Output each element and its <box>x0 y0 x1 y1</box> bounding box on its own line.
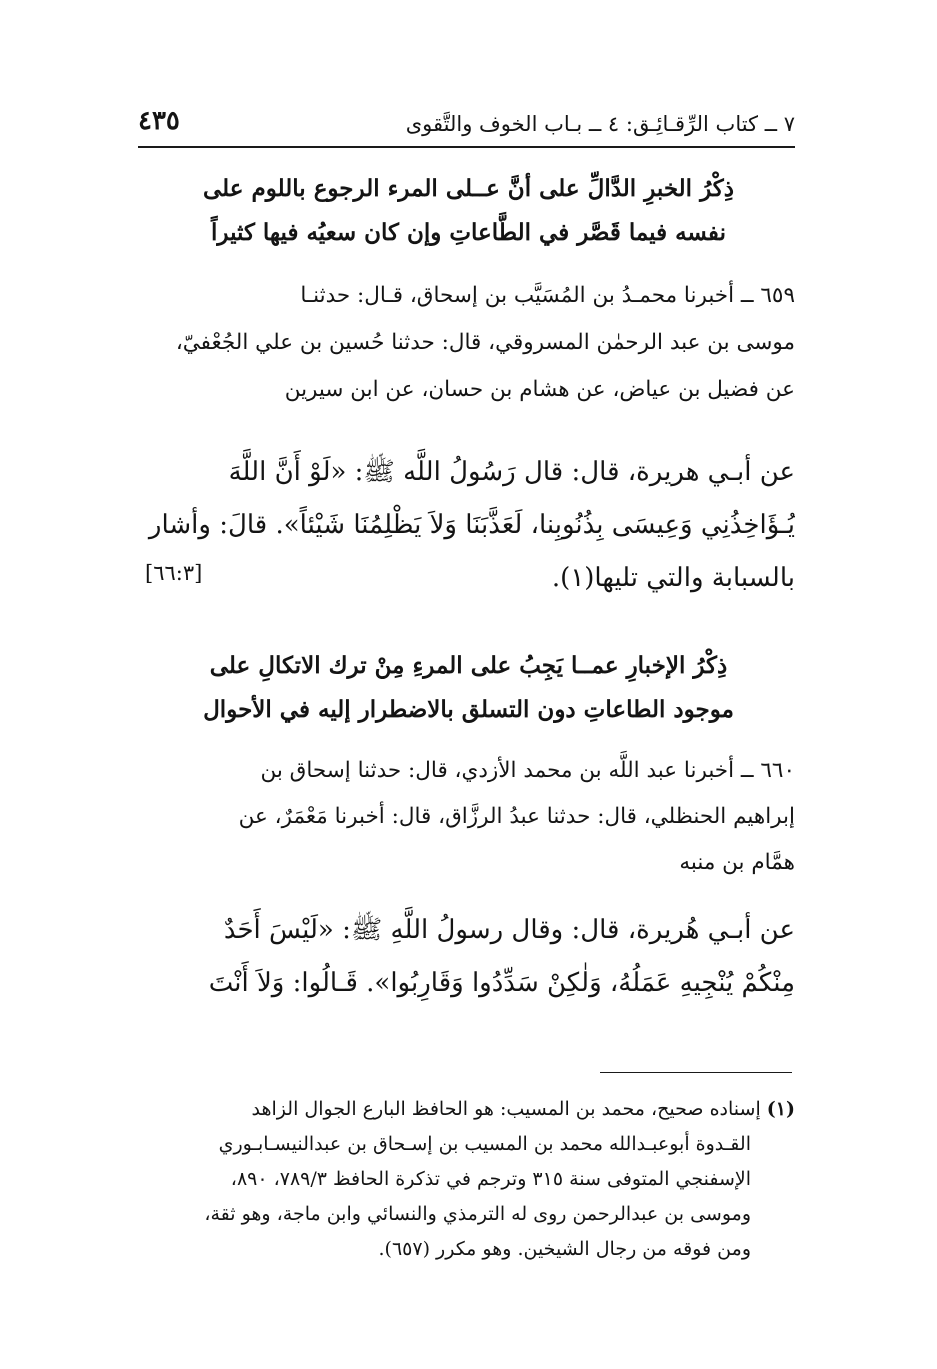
page-number: ٤٣٥ <box>138 106 180 136</box>
hadith-text-659 <box>138 446 795 605</box>
heading-line: ذِكْرُ الخبرِ الدَّالِّ على أنَّ عــلى المرء الرجوع باللوم على <box>203 175 734 202</box>
volume-reference: [٦٦:٣] <box>145 561 203 585</box>
isnad-line: ٦٥٩ ــ أخبرنا محمـدُ بن المُسَيَّب بن إسحاق، قـال: حدثنـا <box>300 283 795 308</box>
isnad-line: ٦٦٠ ــ أخبرنا عبد اللَّه بن محمد الأزدي، قال: حدثنا إسحاق بن <box>260 758 795 783</box>
hadith-line: مِنْكُمْ يُنْجِيهِ عَمَلُهُ، وَلٰكِنْ سَدِّدُوا وَقَارِبُوا». قَـالُوا: وَلاَ أَنْتَ <box>208 968 795 998</box>
hadith-line: بالسبابة والتي تليها(١). <box>551 563 795 593</box>
footnote-line <box>138 1092 795 1127</box>
hadith-line: عن أبـي هُريرة، قال: وقال رسولُ اللَّهِ ﷺ: «لَيْسَ أَحَدٌ <box>223 915 795 945</box>
isnad-660 <box>138 748 795 886</box>
isnad-line: إبراهيم الحنظلي، قال: حدثنا عبدُ الرزَّاق، قال: أخبرنا مَعْمَرٌ، عن <box>238 804 795 829</box>
footnotes <box>138 1092 795 1267</box>
section-heading-1 <box>150 167 787 255</box>
heading-line: نفسه فيما قَصَّر في الطَّاعاتِ وإن كان سعيُه فيها كثيراً <box>211 219 726 246</box>
heading-line: ذِكْرُ الإخبارِ عمــا يَجِبُ على المرءِ مِنْ ترك الاتكالِ على <box>209 652 728 679</box>
hadith-text-660 <box>138 904 795 1010</box>
isnad-659 <box>138 272 795 413</box>
heading-line: موجود الطاعاتِ دون التسلق بالاضطرار إليه في الأحوال <box>203 696 734 723</box>
chapter-title: ٧ ــ كتاب الرِّقـائِـق: ٤ ــ بـاب الخوف والتَّقوى <box>405 112 795 136</box>
isnad-line: عن فضيل بن عياض، عن هشام بن حسان، عن ابن سيرين <box>284 377 795 402</box>
footnote-marker: (١) <box>766 1098 795 1120</box>
isnad-line: موسى بن عبد الرحمٰن المسروقي، قال: حدثنا حُسين بن علي الجُعْفيّ، <box>175 330 795 355</box>
running-header <box>138 96 795 136</box>
isnad-line: همَّام بن منبه <box>679 850 795 875</box>
hadith-line: عن أبـي هريرة، قال: قال رَسُولُ اللَّه ﷺ: «لَوْ أَنَّ اللَّهَ <box>228 457 795 487</box>
header-divider <box>138 146 795 148</box>
footnote-text: إسناده صحيح، محمد بن المسيب: هو الحافظ البارع الجوال الزاهد <box>251 1098 761 1120</box>
footnote-line: وموسى بن عبدالرحمن روى له الترمذي والنسائي وابن ماجة، وهو ثقة، <box>204 1203 751 1225</box>
footnote-line: ومن فوقه من رجال الشيخين. وهو مكرر (٦٥٧). <box>378 1238 751 1260</box>
hadith-line: يُـؤَاخِذُنِي وَعِيسَى بِذُنُوبِنا، لَعَذَّبَنَا وَلاَ يَظْلِمُنَا شَيْئاً». قالَ: وأشار <box>148 510 795 540</box>
footnote-divider <box>600 1072 792 1073</box>
footnote-line: الإسفنجي المتوفى سنة ٣١٥ وترجم في تذكرة الحافظ ٧٨٩/٣، ٨٩٠، <box>230 1168 751 1190</box>
section-heading-2 <box>150 644 787 732</box>
footnote-line: القـدوة أبوعبـدالله محمد بن المسيب بن إسـحاق بن عبدالنيسـابـوري <box>218 1133 751 1155</box>
